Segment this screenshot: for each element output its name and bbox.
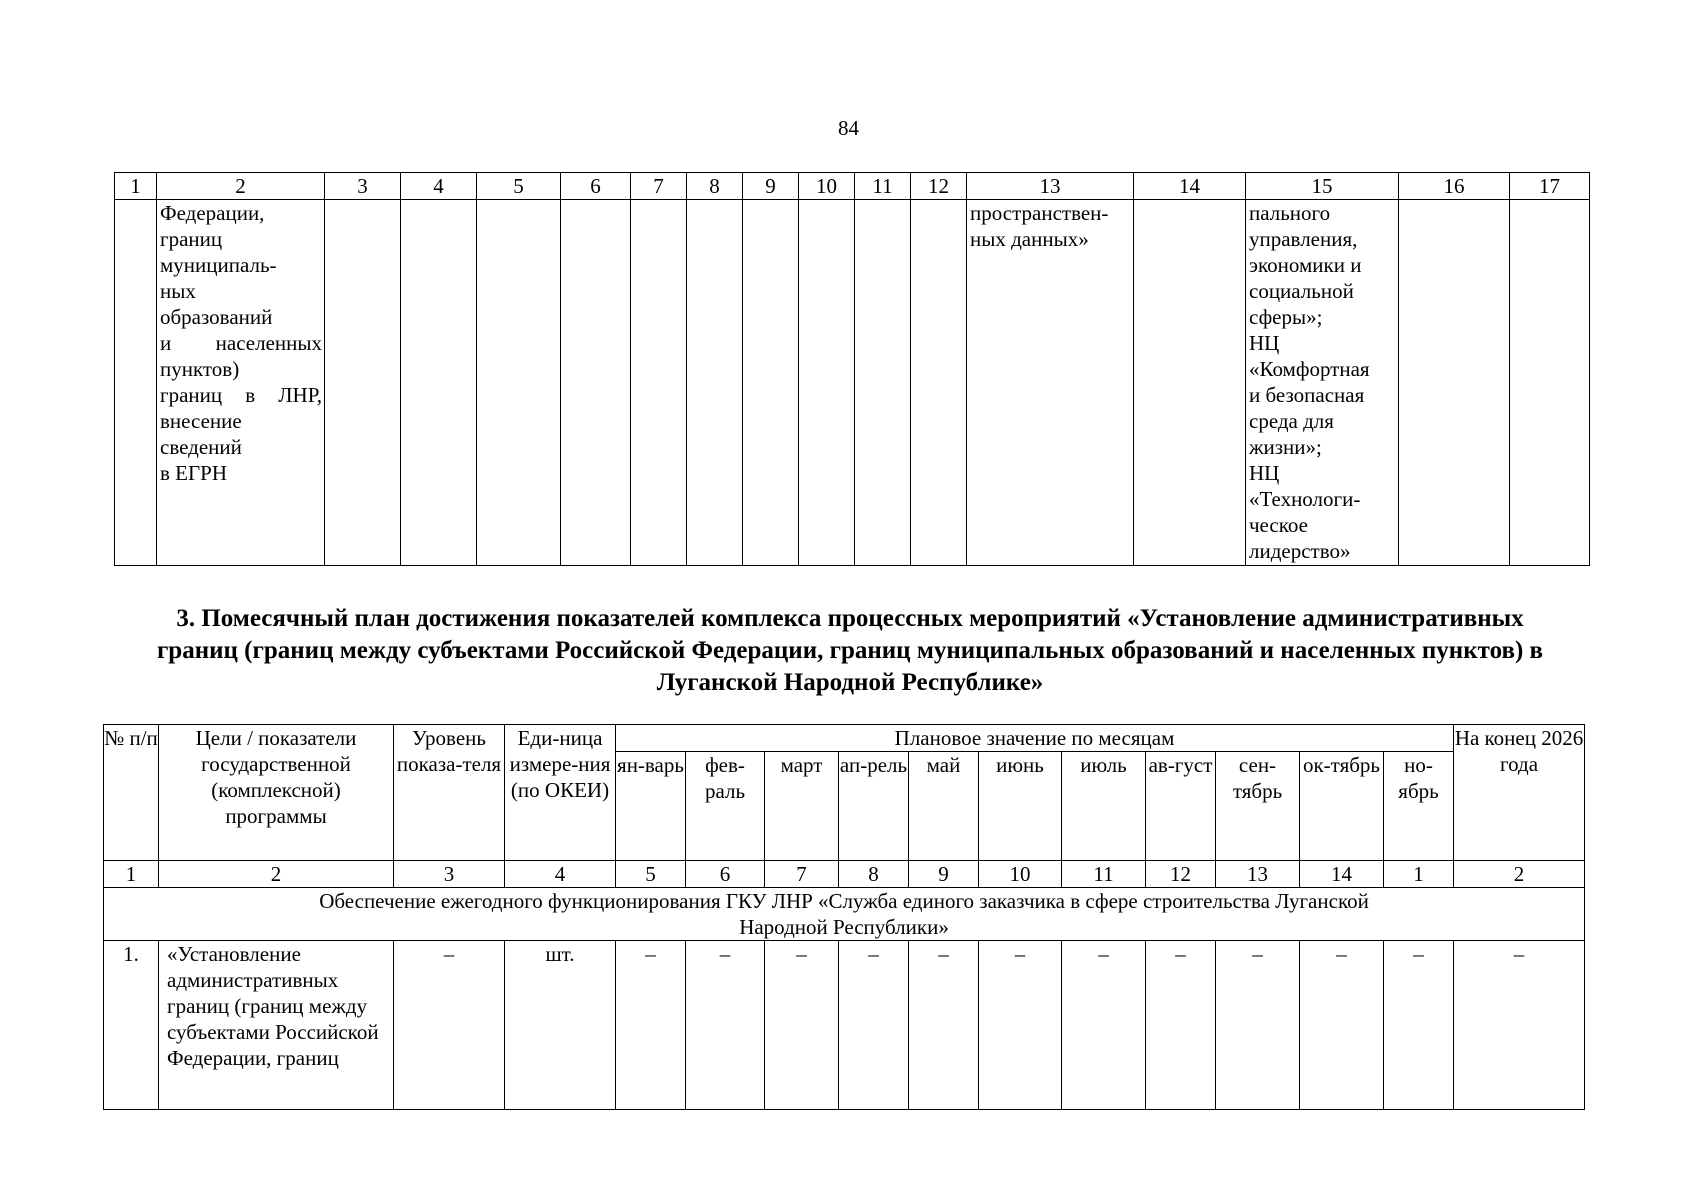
table1-col13-cell: [967, 200, 1134, 566]
column-number: 6: [686, 861, 765, 888]
month-header: май: [909, 752, 979, 861]
table1-col-number: 12: [911, 173, 967, 200]
table2-column-numbers-row: [104, 861, 1585, 888]
text-line: сведений: [160, 435, 242, 459]
column-number: 7: [765, 861, 839, 888]
indicator-name: «Установление административных границ (границ между субъектами Российской Федерации, границ: [159, 941, 394, 1110]
text-line: пального: [1249, 201, 1331, 225]
monthly-plan-table: [103, 724, 1585, 1110]
table1-col-number: 11: [855, 173, 911, 200]
month-value: –: [1146, 941, 1216, 1110]
table1-col-number: 15: [1246, 173, 1399, 200]
text-line: лидерство»: [1249, 539, 1351, 563]
month-header: сен-тябрь: [1216, 752, 1300, 861]
month-value: –: [1300, 941, 1384, 1110]
text-line: ных: [160, 279, 196, 303]
month-header: июнь: [979, 752, 1062, 861]
month-value: –: [616, 941, 686, 1110]
month-value: –: [909, 941, 979, 1110]
group-title: Обеспечение ежегодного функционирования ГКУ ЛНР «Служба единого заказчика в сфере строительства Луганской Народной Республики»: [104, 888, 1585, 941]
section-title: 3. Помесячный план достижения показателей комплекса процессных мероприятий «Установление административных границ (границ между субъектами Российской Федерации, границ муниципальных образований и населенных пунктов) в Луганской Народной Республике»: [156, 605, 1544, 696]
table1-body-row: [115, 200, 1590, 566]
text-line: управления,: [1249, 227, 1358, 251]
month-value: –: [1216, 941, 1300, 1110]
indicator-level: –: [394, 941, 505, 1110]
text-line: «Технологи-: [1249, 487, 1361, 511]
table1-col-number: 16: [1399, 173, 1510, 200]
text-line: социальной: [1249, 279, 1354, 303]
continued-table: [114, 172, 1590, 566]
column-number: 9: [909, 861, 979, 888]
month-header: март: [765, 752, 839, 861]
text-line: муниципаль-: [160, 253, 277, 277]
text-line: границ: [160, 227, 223, 251]
table1-col-number: 7: [631, 173, 687, 200]
table1-col-number: 17: [1510, 173, 1590, 200]
column-number: 4: [505, 861, 616, 888]
table1-col-number: 5: [477, 173, 561, 200]
column-number: 1: [104, 861, 159, 888]
column-number: 8: [839, 861, 909, 888]
page-number: 84: [838, 116, 859, 140]
text-line: пунктов): [160, 357, 240, 381]
text-line: образований: [160, 305, 273, 329]
column-number: 11: [1062, 861, 1146, 888]
row-number: 1.: [104, 941, 159, 1110]
table-row: [104, 941, 1585, 1110]
header-level: Уровень показа-теля: [394, 725, 505, 861]
text-line: «Комфортная: [1249, 357, 1370, 381]
month-header: ок-тябрь: [1300, 752, 1384, 861]
text-line: жизни»;: [1249, 435, 1322, 459]
table1-col-number: 14: [1134, 173, 1246, 200]
table1-col-number: 3: [325, 173, 401, 200]
column-number: 5: [616, 861, 686, 888]
month-value: –: [979, 941, 1062, 1110]
text-line: и населенных: [160, 331, 322, 355]
column-number: 1: [1384, 861, 1454, 888]
indicator-unit: шт.: [505, 941, 616, 1110]
column-number: 3: [394, 861, 505, 888]
text-line: границ в ЛНР,: [160, 383, 322, 407]
table1-col-number: 13: [967, 173, 1134, 200]
header-year-end: На конец 2026 года: [1454, 725, 1585, 861]
table2-header-row: [104, 725, 1585, 752]
table1-col-number: 8: [687, 173, 743, 200]
text-line: сферы»;: [1249, 305, 1323, 329]
text-line: ческое: [1249, 513, 1308, 537]
column-number: 10: [979, 861, 1062, 888]
table1-col-number: 2: [157, 173, 325, 200]
year-end-value: –: [1454, 941, 1585, 1110]
month-header: ав-густ: [1146, 752, 1216, 861]
month-header: фев-раль: [686, 752, 765, 861]
header-goals: Цели / показатели государственной (комплексной) программы: [159, 725, 394, 861]
table1-col-number: 10: [799, 173, 855, 200]
month-value: –: [1062, 941, 1146, 1110]
month-value: –: [839, 941, 909, 1110]
header-number: № п/п: [104, 725, 159, 861]
month-header: но-ябрь: [1384, 752, 1454, 861]
table1-col-number: 6: [561, 173, 631, 200]
month-value: –: [1384, 941, 1454, 1110]
month-value: –: [686, 941, 765, 1110]
table1-header-row: [115, 173, 1590, 200]
header-unit: Еди-ница измере-ния (по ОКЕИ): [505, 725, 616, 861]
table1-col-number: 1: [115, 173, 157, 200]
month-value: –: [765, 941, 839, 1110]
table1-col2-cell: [157, 200, 325, 566]
column-number: 14: [1300, 861, 1384, 888]
text-line: в ЕГРН: [160, 461, 227, 485]
text-line: внесение: [160, 409, 242, 433]
text-line: и безопасная: [1249, 383, 1365, 407]
text-line: среда для: [1249, 409, 1334, 433]
table1-col15-cell: [1246, 200, 1399, 566]
column-number: 2: [159, 861, 394, 888]
text-line: пространствен-: [970, 201, 1109, 225]
column-number: 13: [1216, 861, 1300, 888]
text-line: ных данных»: [970, 227, 1089, 251]
month-header: июль: [1062, 752, 1146, 861]
text-line: НЦ: [1249, 461, 1280, 485]
text-line: Федерации,: [160, 201, 265, 225]
table2-group-row: [104, 888, 1585, 941]
month-header: ян-варь: [616, 752, 686, 861]
header-planned-values: Плановое значение по месяцам: [616, 725, 1454, 752]
column-number: 12: [1146, 861, 1216, 888]
text-line: экономики и: [1249, 253, 1362, 277]
month-header: ап-рель: [839, 752, 909, 861]
column-number: 2: [1454, 861, 1585, 888]
table1-col-number: 9: [743, 173, 799, 200]
text-line: НЦ: [1249, 331, 1280, 355]
table1-col-number: 4: [401, 173, 477, 200]
